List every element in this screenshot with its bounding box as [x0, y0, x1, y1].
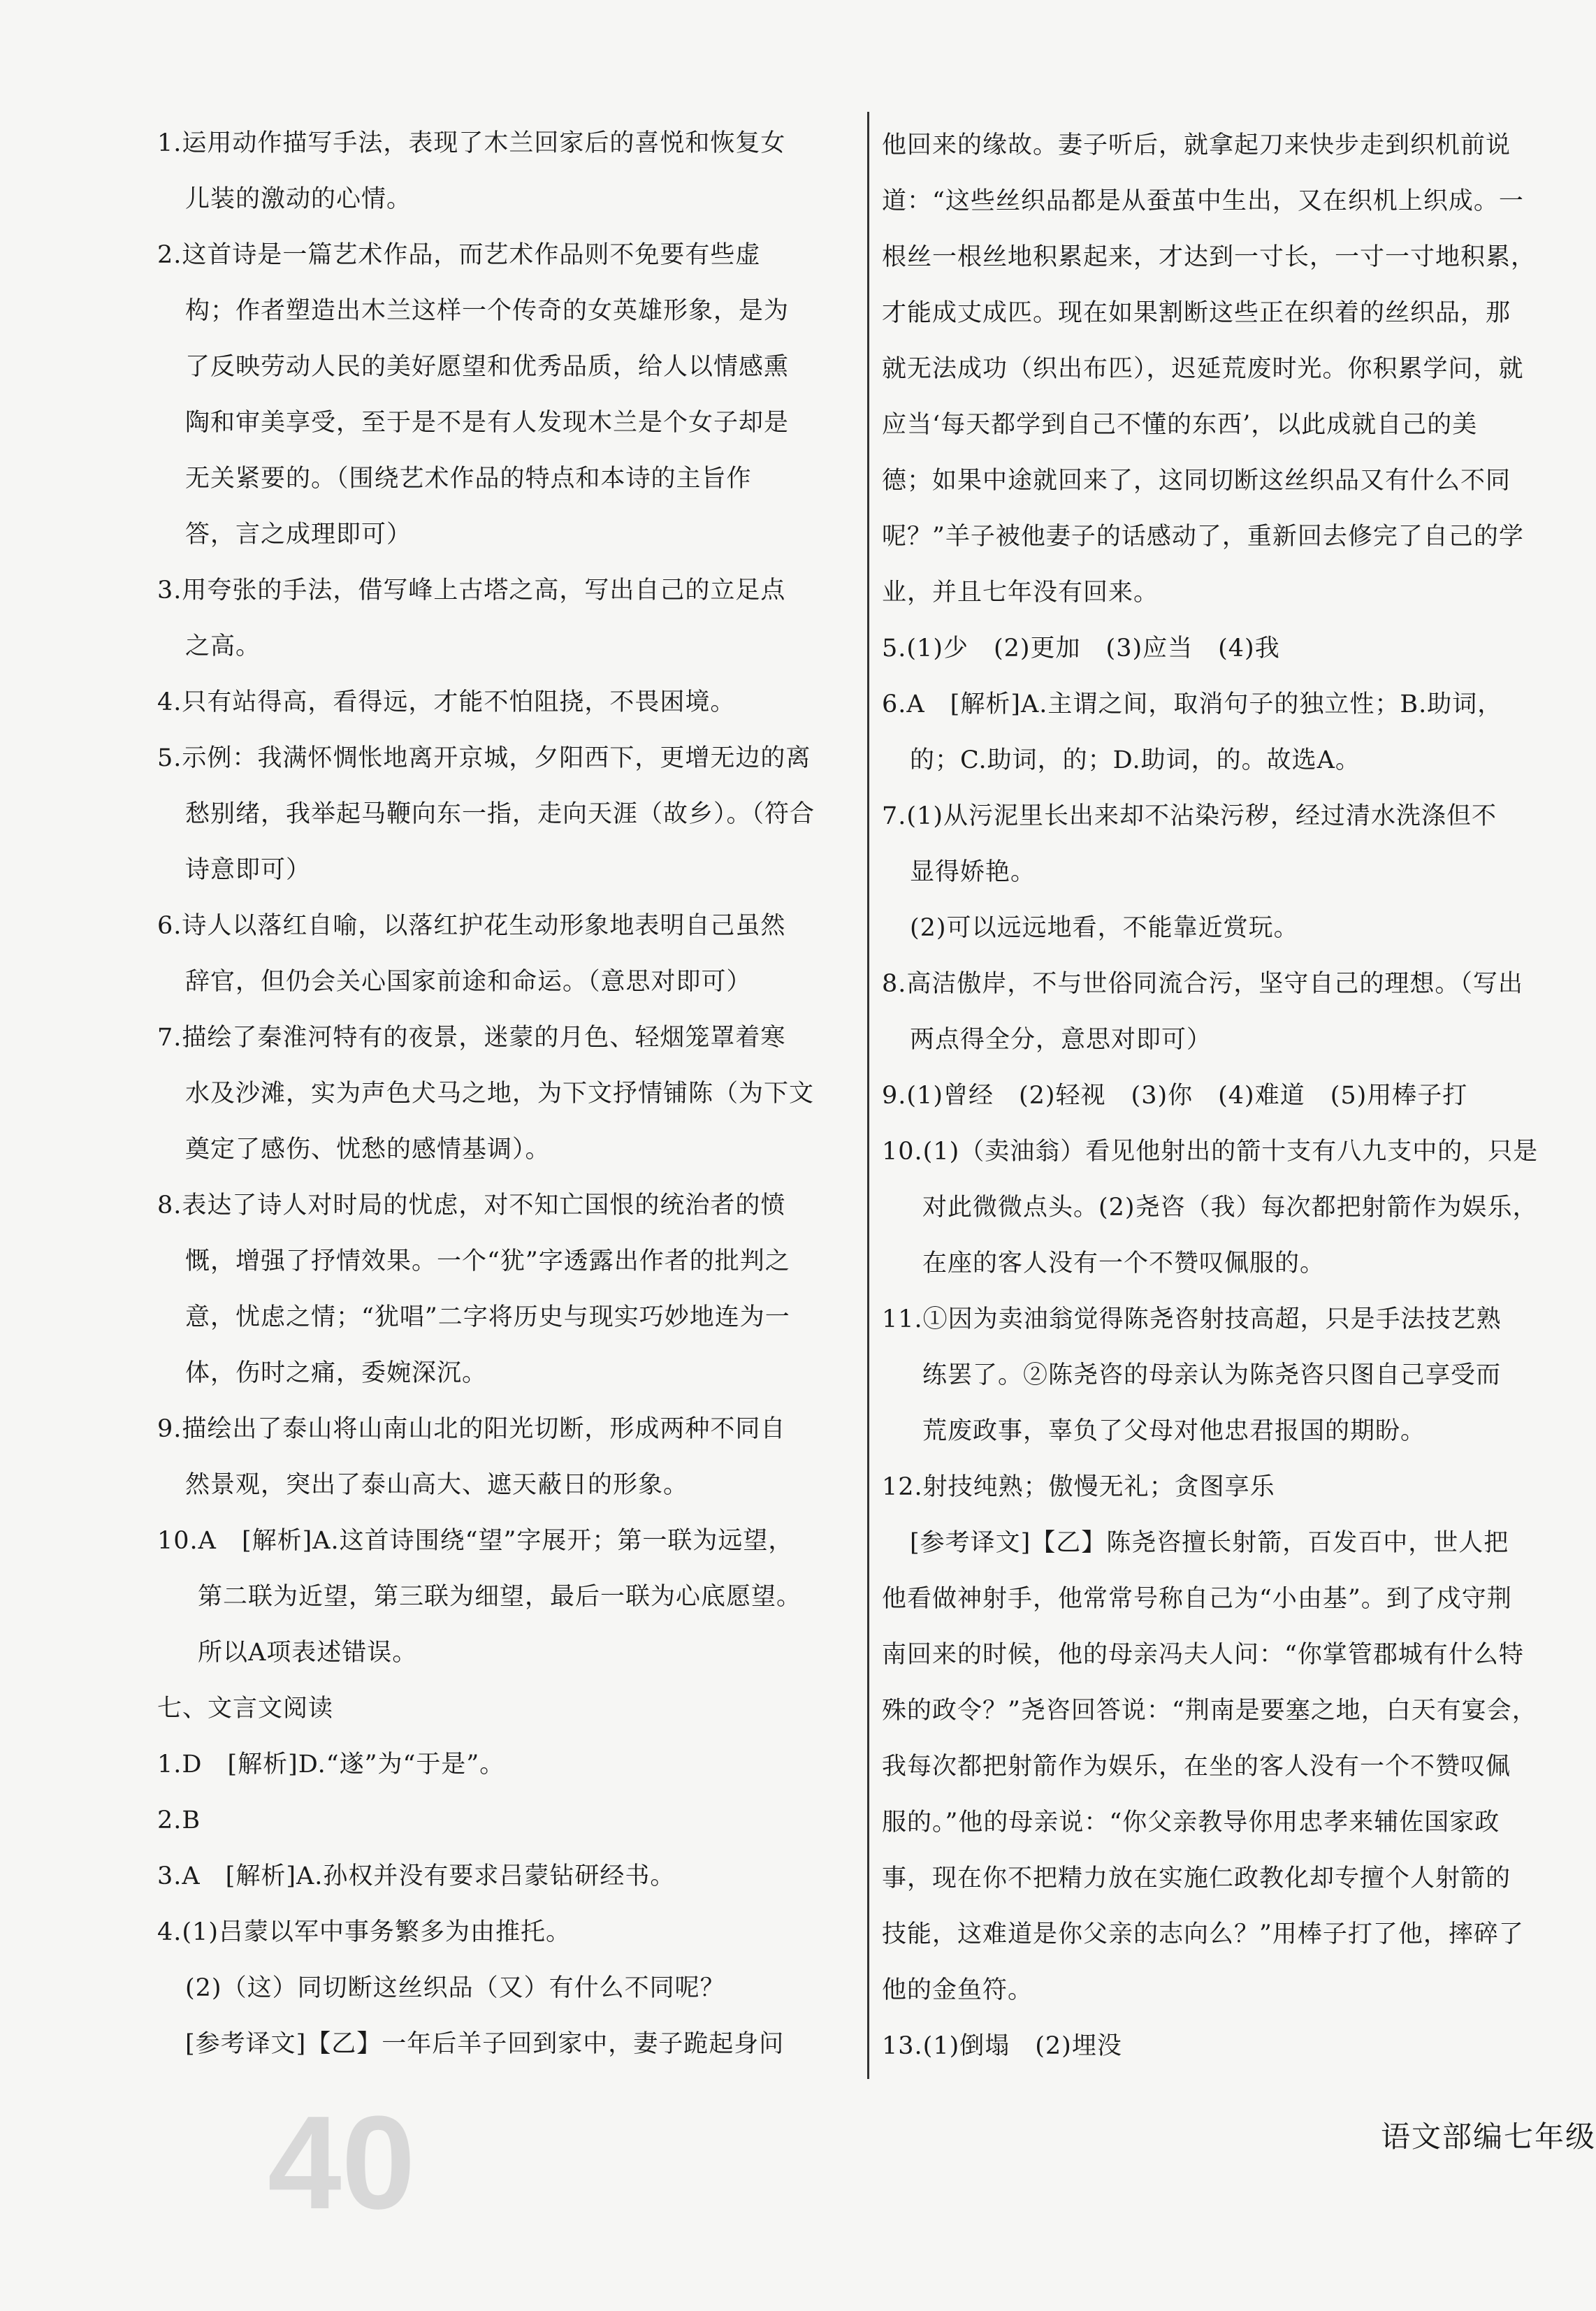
- answer-line: 技能，这难道是你父亲的志向么？”用棒子打了他，摔碎了: [882, 1920, 1524, 1948]
- answer-line: 应当‘每天都学到自己不懂的东西’，以此成就自己的美: [882, 411, 1478, 439]
- answer-line: [参考译文]【乙】一年后羊子回到家中，妻子跪起身问: [185, 2030, 785, 2058]
- answer-line: 6.诗人以落红自喻，以落红护花生动形象地表明自己虽然: [157, 912, 786, 940]
- answer-line: 13.(1)倒塌 (2)埋没: [882, 2032, 1122, 2060]
- answer-line: 7.描绘了秦淮河特有的夜景，迷蒙的月色、轻烟笼罩着寒: [157, 1024, 786, 1052]
- answer-line: 4.只有站得高，看得远，才能不怕阻挠，不畏困境。: [157, 688, 736, 716]
- answer-line: 陶和审美享受，至于是不是有人发现木兰是个女子却是: [185, 409, 790, 437]
- column-divider: [867, 112, 869, 2079]
- answer-line: 所以A项表述错误。: [198, 1639, 418, 1667]
- answer-line: 6.A [解析]A.主谓之间，取消句子的独立性；B.助词，: [882, 690, 1503, 718]
- answer-line: 德；如果中途就回来了，这同切断这丝织品又有什么不同: [882, 467, 1511, 495]
- answer-line: 练罢了。②陈尧咨的母亲认为陈尧咨只图自己享受而: [922, 1361, 1502, 1389]
- right-column: [882, 117, 1581, 2074]
- answer-line: 事，现在你不把精力放在实施仁政教化却专擅个人射箭的: [882, 1864, 1511, 1892]
- answer-line: 10.(1)（卖油翁）看见他射出的箭十支有八九支中的，只是: [882, 1138, 1539, 1166]
- answer-line: 辞官，但仍会关心国家前途和命运。（意思对即可）: [185, 968, 752, 996]
- answer-line: 他的金鱼符。: [882, 1976, 1033, 2004]
- page-number: 40: [268, 2089, 416, 2237]
- answer-line: 在座的客人没有一个不赞叹佩服的。: [922, 1249, 1326, 1277]
- answer-line: 愁别绪，我举起马鞭向东一指，走向天涯（故乡）。（符合: [185, 800, 815, 828]
- answer-line: 之高。: [185, 632, 261, 660]
- answer-line: 1.D [解析]D.“遂”为“于是”。: [157, 1751, 505, 1778]
- answer-line: 业，并且七年没有回来。: [882, 579, 1159, 607]
- answer-line: 8.表达了诗人对时局的忧虑，对不知亡国恨的统治者的愤: [157, 1191, 786, 1219]
- answer-line: 3.用夸张的手法，借写峰上古塔之高，写出自己的立足点: [157, 577, 786, 604]
- answer-line: 根丝一根丝地积累起来，才达到一寸长，一寸一寸地积累，: [882, 243, 1537, 271]
- answer-line: 慨，增强了抒情效果。一个“犹”字透露出作者的批判之: [185, 1247, 790, 1275]
- answer-line: 无关紧要的。（围绕艺术作品的特点和本诗的主旨作: [185, 465, 752, 493]
- answer-line: 答，言之成理即可）: [185, 521, 412, 549]
- answer-line: 11.①因为卖油翁觉得陈尧咨射技高超，只是手法技艺熟: [882, 1305, 1502, 1333]
- answer-line: 才能成丈成匹。现在如果割断这些正在织着的丝织品，那: [882, 299, 1511, 327]
- answer-line: 呢？”羊子被他妻子的话感动了，重新回去修完了自己的学: [882, 523, 1524, 551]
- answer-line: 的；C.助词，的；D.助词，的。故选A。: [910, 746, 1361, 774]
- answer-line: 构；作者塑造出木兰这样一个传奇的女英雄形象，是为: [185, 297, 790, 325]
- answer-line: 1.运用动作描写手法，表现了木兰回家后的喜悦和恢复女: [157, 129, 786, 157]
- answer-line: 对此微微点头。(2)尧咨（我）每次都把射箭作为娱乐，: [922, 1194, 1538, 1222]
- answer-line: 10.A [解析]A.这首诗围绕“望”字展开；第一联为远望，: [157, 1527, 794, 1555]
- answer-line: 5.(1)少 (2)更加 (3)应当 (4)我: [882, 635, 1280, 662]
- answer-line: 荒废政事，辜负了父母对他忠君报国的期盼。: [922, 1417, 1426, 1445]
- answer-line: 道：“这些丝织品都是从蚕茧中生出，又在织机上织成。一: [882, 187, 1524, 215]
- answer-line: 两点得全分，意思对即可）: [910, 1026, 1212, 1054]
- answer-line: 12.射技纯熟；傲慢无礼；贪图享乐: [882, 1473, 1275, 1501]
- answer-line: 2.这首诗是一篇艺术作品，而艺术作品则不免要有些虚: [157, 241, 761, 269]
- answer-line: 4.(1)吕蒙以军中事务繁多为由推托。: [157, 1918, 571, 1946]
- answer-line: 了反映劳动人民的美好愿望和优秀品质，给人以情感熏: [185, 353, 790, 381]
- answer-line: 南回来的时候，他的母亲冯夫人问：“你掌管郡城有什么特: [882, 1641, 1524, 1669]
- answer-line: 奠定了感伤、忧愁的感情基调）。: [185, 1136, 551, 1164]
- answer-line: 就无法成功（织出布匹），迟延荒废时光。你积累学问，就: [882, 355, 1524, 383]
- answer-line: 儿装的激动的心情。: [185, 185, 412, 213]
- answer-line: (2)（这）同切断这丝织品（又）有什么不同呢？: [185, 1974, 725, 2002]
- answer-line: 水及沙滩，实为声色犬马之地，为下文抒情铺陈（为下文: [185, 1080, 815, 1108]
- answer-line: 7.(1)从污泥里长出来却不沾染污秽，经过清水洗涤但不: [882, 802, 1497, 830]
- answer-line: 8.高洁傲岸，不与世俗同流合污，坚守自己的理想。（写出: [882, 970, 1523, 998]
- answer-line: 我每次都把射箭作为娱乐，在坐的客人没有一个不赞叹佩: [882, 1753, 1511, 1781]
- answer-line: 殊的政令？”尧咨回答说：“荆南是要塞之地，白天有宴会，: [882, 1697, 1537, 1725]
- answer-line: 显得娇艳。: [910, 858, 1036, 886]
- answer-line: 然景观，突出了泰山高大、遮天蔽日的形象。: [185, 1471, 689, 1499]
- answer-line: 七、文言文阅读: [157, 1695, 334, 1723]
- answer-line: 他回来的缘故。妻子听后，就拿起刀来快步走到织机前说: [882, 131, 1511, 159]
- left-column: [157, 115, 859, 2072]
- answer-line: 3.A [解析]A.孙权并没有要求吕蒙钻研经书。: [157, 1862, 676, 1890]
- answer-line: 第二联为近望，第三联为细望，最后一联为心底愿望。: [198, 1583, 802, 1611]
- answer-line: 服的。”他的母亲说：“你父亲教导你用忠孝来辅佐国家政: [882, 1809, 1500, 1837]
- answer-line: (2)可以远远地看，不能靠近赏玩。: [910, 914, 1299, 942]
- answer-line: 他看做神射手，他常常号称自己为“小由基”。到了戍守荆: [882, 1585, 1512, 1613]
- answer-line: 5.示例：我满怀惆怅地离开京城，夕阳西下，更增无边的离: [157, 744, 811, 772]
- answer-line: [参考译文]【乙】陈尧咨擅长射箭，百发百中，世人把: [910, 1529, 1509, 1557]
- answer-line: 意，忧虑之情；“犹唱”二字将历史与现实巧妙地连为一: [185, 1303, 790, 1331]
- answer-line: 体，伤时之痛，委婉深沉。: [185, 1359, 488, 1387]
- answer-line: 诗意即可）: [185, 856, 312, 884]
- answer-line: 2.B: [157, 1806, 201, 1834]
- footer-subject: 语文部编七年级: [1380, 2120, 1596, 2154]
- answer-line: 9.(1)曾经 (2)轻视 (3)你 (4)难道 (5)用棒子打: [882, 1082, 1468, 1110]
- answer-line: 9.描绘出了泰山将山南山北的阳光切断，形成两种不同自: [157, 1415, 786, 1443]
